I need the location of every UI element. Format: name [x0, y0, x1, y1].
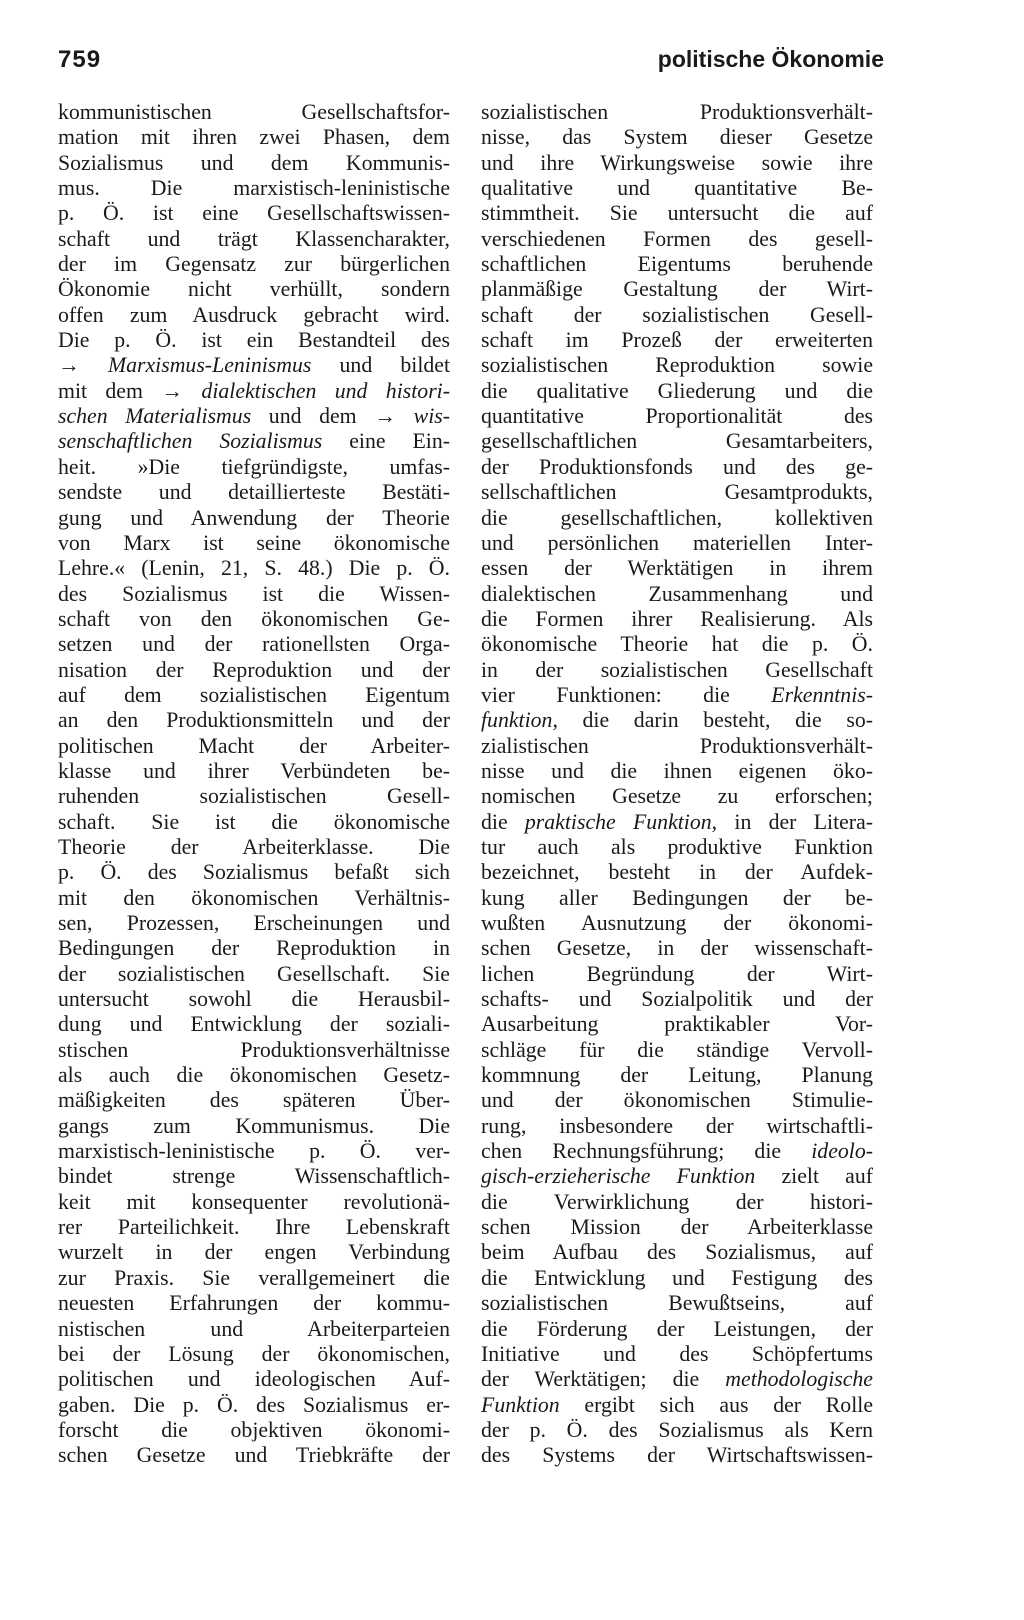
text-line: als auch die ökonomischen Gesetz-	[58, 1063, 450, 1088]
text-line: des Sozialismus ist die Wissen-	[58, 581, 450, 606]
text-line: zur Praxis. Sie verallgemeinert die	[58, 1265, 450, 1290]
text-line: dialektischen Zusammenhang und	[481, 581, 873, 606]
text-line: planmäßige Gestaltung der Wirt-	[481, 277, 873, 302]
text-line: die Entwicklung und Festigung des	[481, 1265, 873, 1290]
text-line: politischen und ideologischen Auf-	[58, 1367, 450, 1392]
text-line: bindet strenge Wissenschaftlich-	[58, 1164, 450, 1189]
text-line: tur auch als produktive Funktion	[481, 834, 873, 859]
text-line: und ihre Wirkungsweise sowie ihre	[481, 150, 873, 175]
text-column-right	[481, 100, 873, 1469]
text-line: mäßigkeiten des späteren Über-	[58, 1088, 450, 1113]
text-line: gesellschaftlichen Gesamtarbeiters,	[481, 429, 873, 454]
text-line: der Werktätigen; die methodologische	[481, 1367, 873, 1392]
text-line: nisse, das System dieser Gesetze	[481, 125, 873, 150]
text-line: kommnung der Leitung, Planung	[481, 1063, 873, 1088]
text-line: sozialistischen Bewußtseins, auf	[481, 1291, 873, 1316]
text-line: gangs zum Kommunismus. Die	[58, 1113, 450, 1138]
text-line: schaft und trägt Klassencharakter,	[58, 226, 450, 251]
text-line: der sozialistischen Gesellschaft. Sie	[58, 961, 450, 986]
text-line: Ökonomie nicht verhüllt, sondern	[58, 277, 450, 302]
text-line: zialistischen Produktionsverhält-	[481, 733, 873, 758]
text-line: nomischen Gesetze zu erforschen;	[481, 784, 873, 809]
text-line: auf dem sozialistischen Eigentum	[58, 682, 450, 707]
text-line: heit. »Die tiefgründigste, umfas-	[58, 454, 450, 479]
text-line: schen Materialismus und dem → wis-	[58, 404, 450, 429]
text-line: nistischen und Arbeiterparteien	[58, 1316, 450, 1341]
text-line: schläge für die ständige Vervoll-	[481, 1037, 873, 1062]
text-line: sellschaftlichen Gesamtprodukts,	[481, 480, 873, 505]
text-line: quantitative Proportionalität des	[481, 404, 873, 429]
text-line: stischen Produktionsverhältnisse	[58, 1037, 450, 1062]
text-line: die qualitative Gliederung und die	[481, 378, 873, 403]
text-line: lichen Begründung der Wirt-	[481, 961, 873, 986]
text-line: Die p. Ö. ist ein Bestandteil des	[58, 328, 450, 353]
text-line: gaben. Die p. Ö. des Sozialismus er-	[58, 1392, 450, 1417]
text-line: mit dem → dialektischen und histori-	[58, 378, 450, 403]
text-line: Initiative und des Schöpfertums	[481, 1341, 873, 1366]
text-line: forscht die objektiven ökonomi-	[58, 1417, 450, 1442]
text-line: rer Parteilichkeit. Ihre Lebenskraft	[58, 1215, 450, 1240]
text-line: offen zum Ausdruck gebracht wird.	[58, 302, 450, 327]
text-line: p. Ö. des Sozialismus befaßt sich	[58, 860, 450, 885]
text-line: bei der Lösung der ökonomischen,	[58, 1341, 450, 1366]
text-line: qualitative und quantitative Be-	[481, 176, 873, 201]
text-line: Ausarbeitung praktikabler Vor-	[481, 1012, 873, 1037]
text-line: schen Mission der Arbeiterklasse	[481, 1215, 873, 1240]
text-line: der Produktionsfonds und des ge-	[481, 454, 873, 479]
text-line: Theorie der Arbeiterklasse. Die	[58, 834, 450, 859]
text-line: nisation der Reproduktion und der	[58, 657, 450, 682]
text-line: sen, Prozessen, Erscheinungen und	[58, 911, 450, 935]
text-line: senschaftlichen Sozialismus eine Ein-	[58, 429, 450, 454]
text-line: nisse und die ihnen eigenen öko-	[481, 758, 873, 783]
text-line: die Förderung der Leistungen, der	[481, 1316, 873, 1341]
text-line: Sozialismus und dem Kommunis-	[58, 150, 450, 175]
text-line: untersucht sowohl die Herausbil-	[58, 987, 450, 1012]
text-line: funktion, die darin besteht, die so-	[481, 708, 873, 733]
text-line: vier Funktionen: die Erkenntnis-	[481, 682, 873, 707]
text-line: und persönlichen materiellen Inter-	[481, 530, 873, 555]
text-line: bezeichnet, besteht in der Aufdek-	[481, 860, 873, 885]
text-line: und der ökonomischen Stimulie-	[481, 1088, 873, 1113]
text-line: neuesten Erfahrungen der kommu-	[58, 1291, 450, 1316]
text-line: schen Gesetze, in der wissenschaft-	[481, 936, 873, 961]
text-line: marxistisch-leninistische p. Ö. ver-	[58, 1139, 450, 1164]
text-line: essen der Werktätigen in ihrem	[481, 556, 873, 581]
text-line: kommunistischen Gesellschaftsfor-	[58, 100, 450, 124]
page-number: 759	[58, 46, 102, 73]
text-line: kung aller Bedingungen der be-	[481, 885, 873, 910]
text-line: Funktion ergibt sich aus der Rolle	[481, 1392, 873, 1417]
text-line: Lehre.« (Lenin, 21, S. 48.) Die p. Ö.	[58, 556, 450, 581]
text-line: politischen Macht der Arbeiter-	[58, 733, 450, 758]
text-line: schaft im Prozeß der erweiterten	[481, 328, 873, 353]
text-line: der p. Ö. des Sozialismus als Kern	[481, 1417, 873, 1442]
text-line: setzen und der rationellsten Orga-	[58, 632, 450, 657]
text-line: p. Ö. ist eine Gesellschaftswissen-	[58, 201, 450, 226]
text-line: sendste und detaillierteste Bestäti-	[58, 480, 450, 505]
text-line: mus. Die marxistisch-leninistische	[58, 176, 450, 201]
text-line: die Verwirklichung der histori-	[481, 1189, 873, 1214]
text-line: beim Aufbau des Sozialismus, auf	[481, 1240, 873, 1265]
text-line: die gesellschaftlichen, kollektiven	[481, 505, 873, 530]
text-line: mit den ökonomischen Verhältnis-	[58, 885, 450, 910]
text-line: wurzelt in der engen Verbindung	[58, 1240, 450, 1265]
text-line: gung und Anwendung der Theorie	[58, 505, 450, 530]
text-line: dung und Entwicklung der soziali-	[58, 1012, 450, 1037]
running-head-title: politische Ökonomie	[657, 46, 884, 72]
text-line: die Formen ihrer Realisierung. Als	[481, 606, 873, 631]
text-line: Bedingungen der Reproduktion in	[58, 936, 450, 961]
text-line: klasse und ihrer Verbündeten be-	[58, 758, 450, 783]
text-line: sozialistischen Produktionsverhält-	[481, 100, 873, 124]
text-line: schaft. Sie ist die ökonomische	[58, 809, 450, 834]
text-line: der im Gegensatz zur bürgerlichen	[58, 252, 450, 277]
text-line: ökonomische Theorie hat die p. Ö.	[481, 632, 873, 657]
text-line: schaftlichen Eigentums beruhende	[481, 252, 873, 277]
text-line: stimmtheit. Sie untersucht die auf	[481, 201, 873, 226]
text-line: schaft der sozialistischen Gesell-	[481, 302, 873, 327]
text-line: die praktische Funktion, in der Litera-	[481, 809, 874, 834]
text-line: gisch-erzieherische Funktion zielt auf	[481, 1164, 874, 1189]
text-line: chen Rechnungsführung; die ideolo-	[481, 1139, 873, 1164]
text-line: von Marx ist seine ökonomische	[58, 530, 450, 555]
text-line: schafts- und Sozialpolitik und der	[481, 987, 873, 1012]
text-line: sozialistischen Reproduktion sowie	[481, 353, 873, 378]
text-line: verschiedenen Formen des gesell-	[481, 226, 873, 251]
text-line: schaft von den ökonomischen Ge-	[58, 606, 450, 631]
text-line: wußten Ausnutzung der ökonomi-	[481, 911, 873, 935]
text-line: des Systems der Wirtschaftswissen-	[481, 1443, 873, 1468]
text-column-left	[58, 100, 450, 1469]
text-line: mation mit ihren zwei Phasen, dem	[58, 125, 450, 150]
text-line: → Marxismus-Leninismus und bildet	[58, 353, 450, 378]
text-line: an den Produktionsmitteln und der	[58, 708, 450, 733]
text-line: rung, insbesondere der wirtschaftli-	[481, 1113, 873, 1138]
text-line: keit mit konsequenter revolutionä-	[58, 1189, 450, 1214]
text-line: schen Gesetze und Triebkräfte der	[58, 1443, 450, 1468]
text-line: ruhenden sozialistischen Gesell-	[58, 784, 450, 809]
text-line: in der sozialistischen Gesellschaft	[481, 657, 873, 682]
